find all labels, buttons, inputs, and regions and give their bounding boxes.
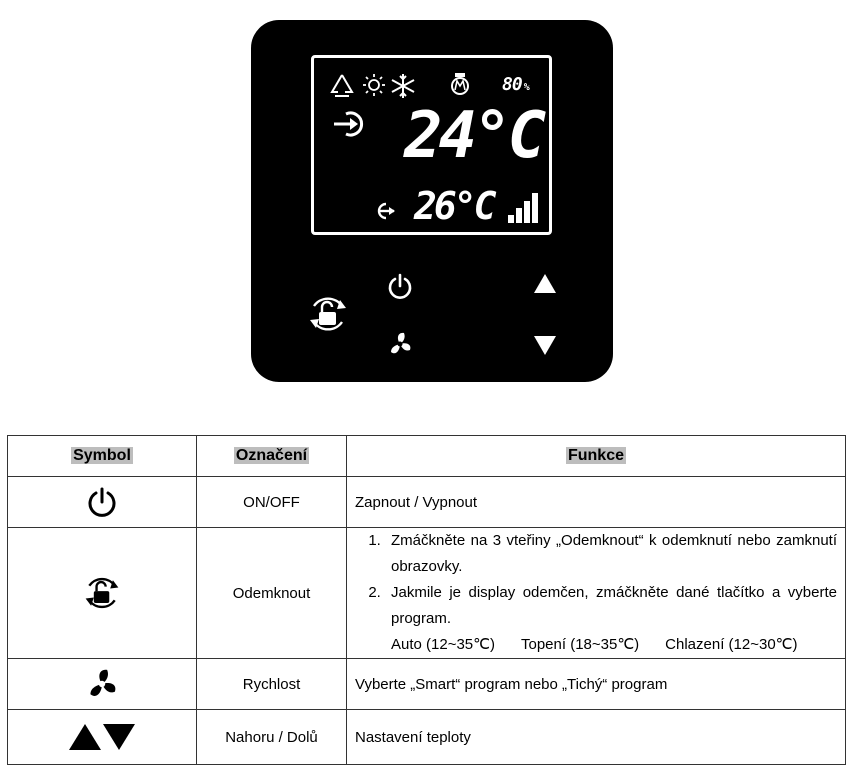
function-cell: Nastavení teploty	[347, 710, 846, 765]
table-row	[8, 528, 846, 659]
temperature-up-button[interactable]	[534, 274, 556, 294]
power-button[interactable]	[387, 273, 413, 299]
range-auto: Auto (12~35℃)	[391, 636, 495, 653]
designation-cell: Rychlost	[197, 659, 347, 710]
range-cooling: Chlazení (12~30℃)	[665, 636, 798, 653]
table-row	[8, 477, 846, 528]
up-down-arrows-icon	[69, 722, 135, 752]
snowflake-icon	[390, 73, 416, 99]
function-cell: Zapnout / Vypnout	[347, 477, 846, 528]
symbol-cell	[8, 659, 197, 710]
symbol-cell	[8, 710, 197, 765]
sun-icon	[362, 73, 386, 97]
instruction-step: 1. Zmáčkněte na 3 vteřiny „Odemknout“ k odemknutí nebo zamknutí obrazovky.	[385, 528, 837, 580]
lock-button[interactable]	[306, 292, 350, 336]
lcd-display	[311, 55, 552, 235]
room-temperature: 24°C	[404, 99, 543, 173]
valve-icon	[450, 72, 470, 96]
fan-speed-bars-icon	[508, 193, 540, 223]
function-cell: Vyberte „Smart“ program nebo „Tichý“ program	[347, 659, 846, 710]
humidity-readout: 80 %	[502, 74, 529, 95]
temperature-down-button[interactable]	[534, 336, 556, 356]
table-header-row	[8, 436, 846, 477]
power-icon	[86, 486, 118, 518]
instruction-list	[355, 528, 837, 658]
auto-mode-icon	[328, 72, 356, 100]
table-row	[8, 710, 846, 765]
header-symbol: Symbol	[8, 436, 197, 477]
lock-cycle-icon	[82, 573, 122, 613]
table-row	[8, 659, 846, 710]
symbol-cell	[8, 477, 197, 528]
range-heating: Topení (18~35℃)	[521, 636, 640, 653]
set-temp-indicator-icon	[372, 201, 396, 221]
program-ranges	[391, 632, 837, 658]
room-temp-indicator-icon	[334, 110, 370, 138]
designation-cell: Odemknout	[197, 528, 347, 659]
functions-table	[7, 435, 846, 765]
header-designation: Označení	[197, 436, 347, 477]
set-temperature: 26°C	[414, 184, 494, 228]
fan-speed-button[interactable]	[386, 330, 414, 358]
designation-cell: ON/OFF	[197, 477, 347, 528]
thermostat-panel	[251, 20, 613, 382]
designation-cell: Nahoru / Dolů	[197, 710, 347, 765]
function-cell	[347, 528, 846, 659]
symbol-cell	[8, 528, 197, 659]
header-function: Funkce	[347, 436, 846, 477]
fan-icon	[84, 666, 120, 702]
instruction-step: 2. Jakmile je display odemčen, zmáčkněte dané tlačítko a vyberte program. Auto (12~35℃) Topení (18~35℃) Chlazení (12~30℃)	[385, 580, 837, 658]
